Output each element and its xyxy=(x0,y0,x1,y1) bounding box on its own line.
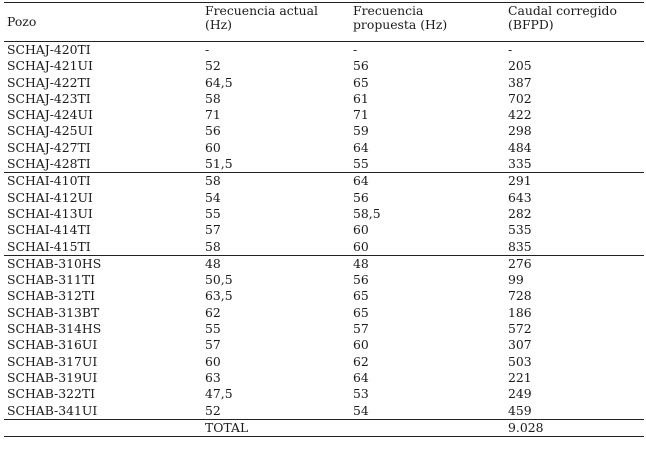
cell-frecuencia-propuesta: - xyxy=(353,42,358,57)
table-row xyxy=(4,91,644,107)
cell-pozo: SCHAB-317UI xyxy=(7,353,98,369)
table-row xyxy=(4,239,644,256)
cell-frecuencia-propuesta: 65 xyxy=(353,288,369,304)
cell-frecuencia-actual: 64,5 xyxy=(205,74,233,90)
cell-frecuencia-actual: 52 xyxy=(205,402,221,418)
header-pozo-label: Pozo xyxy=(7,14,37,29)
cell-frecuencia-propuesta: 64 xyxy=(353,139,369,155)
cell-frecuencia-actual: - xyxy=(205,42,210,57)
cell-frecuencia-propuesta: 65 xyxy=(353,74,369,90)
header-frecuencia-propuesta-line1: Frecuencia xyxy=(353,3,424,18)
header-frecuencia-actual xyxy=(202,3,350,42)
header-caudal-corregido-line2: (BFPD) xyxy=(508,17,554,32)
cell-frecuencia-actual: 60 xyxy=(205,139,221,155)
cell-frecuencia-propuesta: 60 xyxy=(353,222,369,238)
cell-frecuencia-actual: 54 xyxy=(205,189,221,205)
cell-caudal-corregido: 276 xyxy=(505,255,644,272)
table-row xyxy=(4,58,644,74)
cell-frecuencia-propuesta: 54 xyxy=(353,402,369,418)
cell-frecuencia-propuesta: 56 xyxy=(353,58,369,74)
header-pozo xyxy=(4,3,202,42)
table-row xyxy=(4,222,644,238)
total-label: TOTAL xyxy=(202,419,350,436)
cell-frecuencia-actual: 55 xyxy=(205,321,221,337)
cell-caudal-corregido: 484 xyxy=(508,139,532,155)
cell-pozo: SCHAJ-428TI xyxy=(7,156,91,172)
table-row xyxy=(4,370,644,386)
table-row xyxy=(4,403,644,420)
table-row xyxy=(4,156,644,173)
cell-caudal-corregido: 535 xyxy=(508,222,532,238)
header-frecuencia-actual-line1: Frecuencia actual xyxy=(205,3,318,18)
cell-frecuencia-actual: 58 xyxy=(202,173,350,190)
cell-caudal-corregido: 387 xyxy=(508,74,532,90)
cell-caudal-corregido: 298 xyxy=(508,123,532,139)
table-row xyxy=(4,140,644,156)
cell-pozo: SCHAI-413UI xyxy=(7,205,93,221)
cell-frecuencia-actual: 47,5 xyxy=(205,386,233,402)
table-row xyxy=(4,123,644,139)
cell-frecuencia-propuesta: 64 xyxy=(353,369,369,385)
cell-frecuencia-propuesta: 64 xyxy=(350,173,505,190)
cell-frecuencia-actual: 58 xyxy=(205,238,221,254)
cell-caudal-corregido: 186 xyxy=(508,304,532,320)
cell-pozo: SCHAI-414TI xyxy=(7,222,91,238)
cell-caudal-corregido: 99 xyxy=(508,272,524,288)
total-empty-cell xyxy=(4,419,202,436)
table-row xyxy=(4,288,644,304)
table-row xyxy=(4,173,644,190)
table-row xyxy=(4,42,644,59)
cell-caudal-corregido: 728 xyxy=(508,288,532,304)
cell-frecuencia-propuesta: 53 xyxy=(353,386,369,402)
cell-caudal-corregido: 572 xyxy=(508,321,532,337)
cell-frecuencia-propuesta: 55 xyxy=(353,156,369,172)
cell-pozo: SCHAJ-422TI xyxy=(7,74,91,90)
cell-frecuencia-actual: 50,5 xyxy=(205,272,233,288)
cell-pozo: SCHAB-322TI xyxy=(7,386,96,402)
cell-frecuencia-actual: 55 xyxy=(205,205,221,221)
cell-pozo: SCHAB-310HS xyxy=(4,255,202,272)
cell-frecuencia-actual: 62 xyxy=(205,304,221,320)
cell-pozo: SCHAI-410TI xyxy=(4,173,202,190)
total-empty-cell-2 xyxy=(350,419,505,436)
header-frecuencia-propuesta-line2: propuesta (Hz) xyxy=(353,17,448,32)
cell-caudal-corregido: 835 xyxy=(508,238,532,254)
table-row xyxy=(4,386,644,402)
table-row xyxy=(4,107,644,123)
cell-frecuencia-actual: 63 xyxy=(205,369,221,385)
cell-frecuencia-actual: 57 xyxy=(205,222,221,238)
cell-pozo: SCHAI-412UI xyxy=(7,189,93,205)
cell-frecuencia-propuesta: 58,5 xyxy=(353,205,381,221)
table-body xyxy=(4,42,644,420)
table-header xyxy=(4,3,644,42)
header-row xyxy=(4,3,644,42)
cell-frecuencia-propuesta: 61 xyxy=(353,90,369,106)
cell-frecuencia-actual: 57 xyxy=(205,337,221,353)
cell-frecuencia-propuesta: 59 xyxy=(353,123,369,139)
cell-frecuencia-actual: 71 xyxy=(205,107,221,123)
cell-frecuencia-actual: 52 xyxy=(205,58,221,74)
cell-caudal-corregido: 205 xyxy=(508,58,532,74)
cell-frecuencia-propuesta: 60 xyxy=(353,238,369,254)
cell-pozo: SCHAB-312TI xyxy=(7,288,96,304)
table-row xyxy=(4,354,644,370)
cell-pozo: SCHAJ-421UI xyxy=(7,58,93,74)
cell-frecuencia-propuesta: 60 xyxy=(353,337,369,353)
cell-pozo: SCHAB-316UI xyxy=(7,337,98,353)
cell-caudal-corregido: 643 xyxy=(508,189,532,205)
cell-caudal-corregido: 335 xyxy=(508,156,532,172)
cell-pozo: SCHAJ-423TI xyxy=(7,90,91,106)
wells-frequency-table xyxy=(4,2,644,437)
cell-pozo: SCHAB-314HS xyxy=(7,321,102,337)
header-frecuencia-propuesta xyxy=(350,3,505,42)
table-row xyxy=(4,272,644,288)
cell-frecuencia-propuesta: 62 xyxy=(353,353,369,369)
table-row xyxy=(4,190,644,206)
cell-pozo: SCHAB-341UI xyxy=(7,402,98,418)
cell-caudal-corregido: 459 xyxy=(508,402,532,418)
cell-frecuencia-actual: 56 xyxy=(205,123,221,139)
cell-caudal-corregido: 503 xyxy=(508,353,532,369)
cell-pozo: SCHAJ-424UI xyxy=(7,107,93,123)
total-row xyxy=(4,419,644,436)
header-frecuencia-actual-line2: (Hz) xyxy=(205,17,233,32)
cell-frecuencia-propuesta: 56 xyxy=(353,189,369,205)
cell-caudal-corregido: 291 xyxy=(505,173,644,190)
cell-frecuencia-propuesta: 57 xyxy=(353,321,369,337)
cell-frecuencia-propuesta: 65 xyxy=(353,304,369,320)
table-footer xyxy=(4,419,644,436)
table-row xyxy=(4,321,644,337)
cell-pozo: SCHAB-319UI xyxy=(7,369,98,385)
cell-caudal-corregido: 702 xyxy=(508,90,532,106)
table-row xyxy=(4,305,644,321)
table-row xyxy=(4,255,644,272)
cell-pozo: SCHAJ-420TI xyxy=(7,42,91,57)
cell-frecuencia-actual: 60 xyxy=(205,353,221,369)
total-value: 9.028 xyxy=(505,419,644,436)
cell-frecuencia-actual: 51,5 xyxy=(205,156,233,172)
cell-pozo: SCHAJ-425UI xyxy=(7,123,93,139)
cell-frecuencia-propuesta: 56 xyxy=(353,272,369,288)
table-row xyxy=(4,75,644,91)
cell-caudal-corregido: - xyxy=(508,42,513,57)
cell-frecuencia-actual: 63,5 xyxy=(205,288,233,304)
cell-frecuencia-actual: 48 xyxy=(202,255,350,272)
cell-pozo: SCHAB-311TI xyxy=(7,272,96,288)
header-caudal-corregido-line1: Caudal corregido xyxy=(508,3,617,18)
cell-frecuencia-actual: 58 xyxy=(205,90,221,106)
cell-pozo: SCHAB-313BT xyxy=(7,304,100,320)
cell-caudal-corregido: 422 xyxy=(508,107,532,123)
cell-caudal-corregido: 221 xyxy=(508,369,532,385)
cell-caudal-corregido: 282 xyxy=(508,205,532,221)
cell-pozo: SCHAI-415TI xyxy=(7,238,91,254)
table-row xyxy=(4,206,644,222)
cell-pozo: SCHAJ-427TI xyxy=(7,139,91,155)
cell-frecuencia-propuesta: 48 xyxy=(350,255,505,272)
cell-frecuencia-propuesta: 71 xyxy=(353,107,369,123)
cell-caudal-corregido: 307 xyxy=(508,337,532,353)
header-caudal-corregido xyxy=(505,3,644,42)
table-row xyxy=(4,337,644,353)
cell-caudal-corregido: 249 xyxy=(508,386,532,402)
